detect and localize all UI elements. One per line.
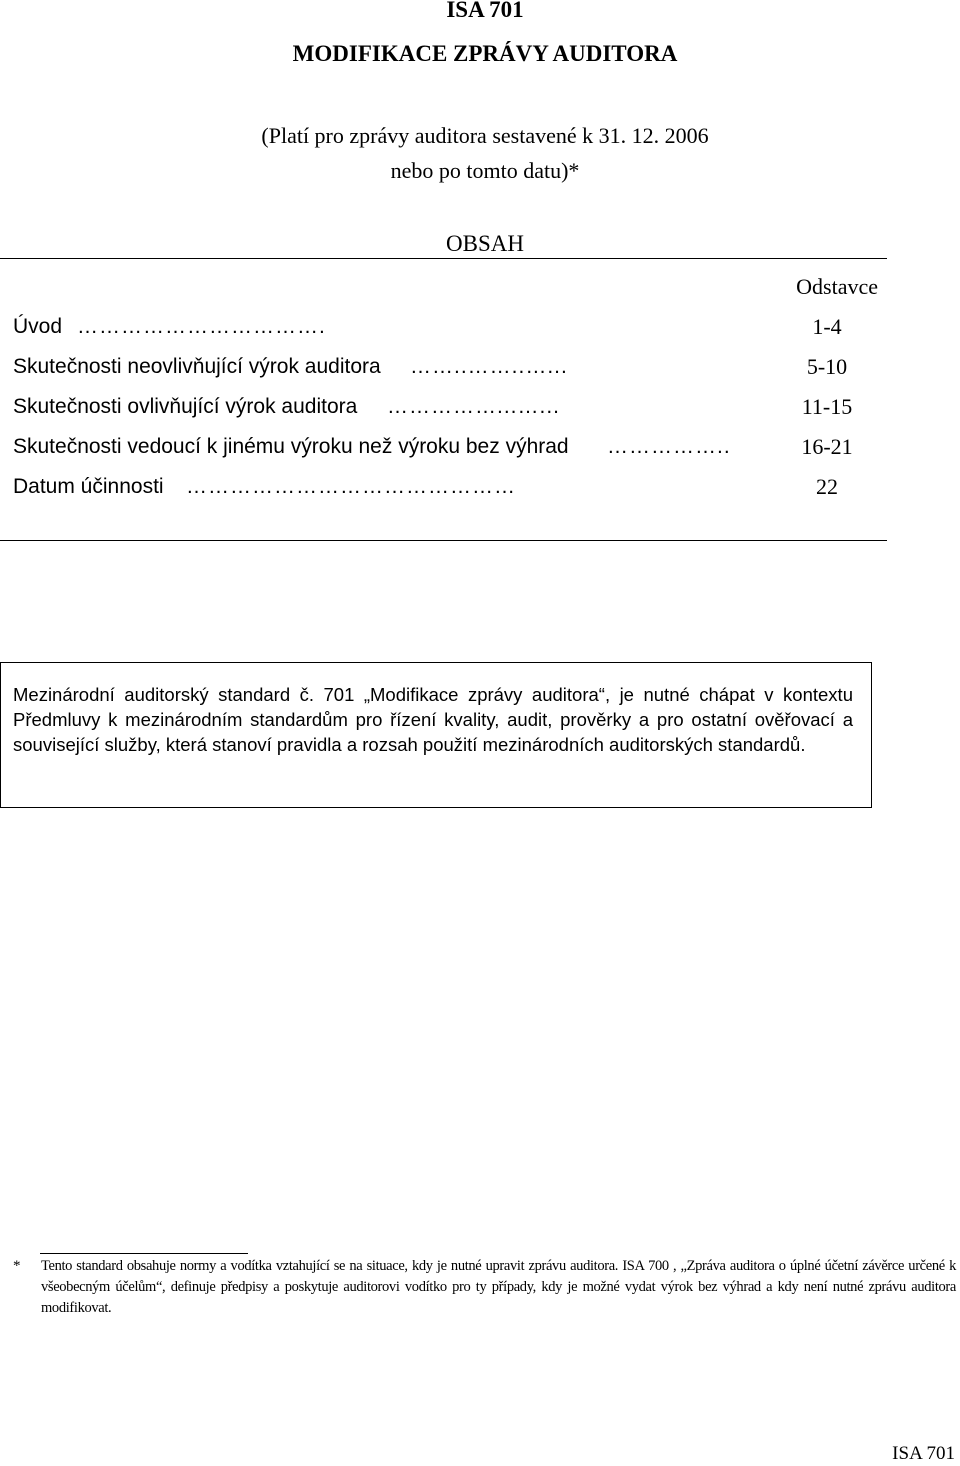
contents-item-paragraphs: 22 xyxy=(816,474,838,499)
dot-leader: ……………...…... xyxy=(387,395,561,418)
paragraphs-column-header: Odstavce xyxy=(796,274,878,299)
standard-notice-box xyxy=(0,662,872,808)
contents-item[interactable] xyxy=(13,392,873,422)
contents-item-paragraphs: 16-21 xyxy=(801,434,853,459)
document-title: MODIFIKACE ZPRÁVY AUDITORA xyxy=(292,41,678,66)
contents-item[interactable] xyxy=(13,472,873,502)
dot-leader: ……..……..…... xyxy=(410,355,568,378)
dot-leader: …………….. xyxy=(607,435,731,458)
footnote-text: Tento standard obsahuje normy a vodítka vztahující se na situace, kdy je nutné upravit zprávu auditora. ISA 700 , „Zpráva auditora o úplné účetní závěrce určené k všeobecným účelům“, definuje předpisy a poskytuje auditorovi vodítko pro ty případy, kdy je možné vydat výrok bez výhrad a kdy není nutné zprávu auditora modifikovat. xyxy=(41,1258,956,1316)
applicability-line-1: (Platí pro zprávy auditora sestavené k 31. 12. 2006 xyxy=(261,123,709,148)
contents-heading: OBSAH xyxy=(446,231,524,256)
dot-leader: ……………………………. xyxy=(77,315,326,338)
contents-item-label: Skutečnosti ovlivňující výrok auditora xyxy=(13,395,358,418)
contents-item-paragraphs: 11-15 xyxy=(801,394,853,419)
footnote-separator xyxy=(40,1253,248,1254)
page-label: ISA 701 xyxy=(892,1443,955,1464)
standard-notice-text: Mezinárodní auditorský standard č. 701 „Modifikace zprávy auditora“, je nutné chápat v kontextu Předmluvy k mezinárodním standardům pro řízení kvality, audit, prověrky a pro ostatní ověřovací a související služby, která stanoví pravidla a rozsah použití mezinárodních auditorských standardů. xyxy=(13,684,853,755)
footnote-marker: * xyxy=(13,1258,21,1274)
contents-item-paragraphs: 1-4 xyxy=(812,314,842,339)
contents-item[interactable] xyxy=(13,432,873,462)
contents-item-paragraphs: 5-10 xyxy=(806,354,848,379)
contents-item[interactable] xyxy=(13,352,873,382)
contents-item-label: Skutečnosti neovlivňující výrok auditora xyxy=(13,355,381,378)
contents-item-label: Datum účinnosti xyxy=(13,475,164,498)
contents-item-label: Úvod xyxy=(13,315,63,338)
applicability-line-2: nebo po tomto datu)* xyxy=(390,158,580,183)
dot-leader: ……………………………………… xyxy=(186,475,516,498)
contents-item[interactable] xyxy=(13,312,873,342)
standard-id: ISA 701 xyxy=(446,0,524,22)
contents-top-rule xyxy=(0,258,887,259)
contents-item-label: Skutečnosti vedoucí k jinému výroku než výroku bez výhrad xyxy=(13,435,569,458)
contents-bottom-rule xyxy=(0,540,887,541)
